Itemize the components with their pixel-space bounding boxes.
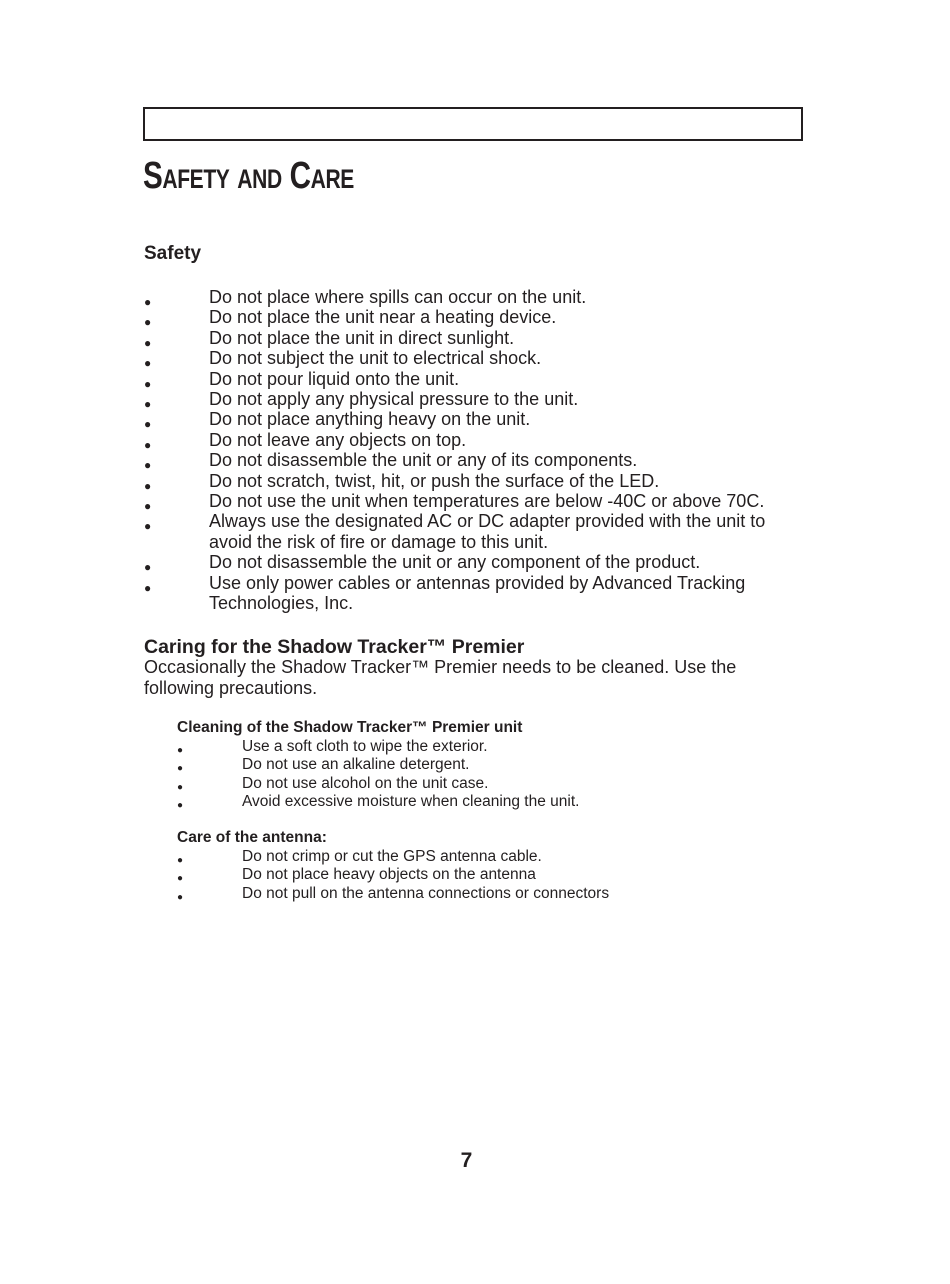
bullet-icon: ● xyxy=(144,356,152,371)
list-item-text: Use only power cables or antennas provided by Advanced Tracking Technologies, Inc. xyxy=(209,572,746,614)
list-item-text: Do not apply any physical pressure to the unit. xyxy=(209,389,579,410)
care-heading: Caring for the Shadow Tracker™ Premier xyxy=(144,636,525,658)
antenna-heading: Care of the antenna: xyxy=(177,829,327,846)
antenna-list xyxy=(177,848,777,903)
list-item-text: Always use the designated AC or DC adapter provided with the unit to avoid the risk of fire or damage to this unit. xyxy=(209,511,766,552)
bullet-icon: ● xyxy=(177,781,184,793)
list-item-text: Do not use an alkaline detergent. xyxy=(242,756,470,774)
list-item-text: Do not place anything heavy on the unit. xyxy=(209,409,531,430)
list-item xyxy=(144,491,804,514)
list-item xyxy=(144,511,804,552)
bullet-icon: ● xyxy=(144,417,152,432)
bullet-icon: ● xyxy=(144,580,152,595)
bullet-icon: ● xyxy=(144,315,152,330)
list-item-text: Do not disassemble the unit or any of its components. xyxy=(209,450,638,471)
bullet-icon: ● xyxy=(144,499,152,514)
list-item xyxy=(177,866,777,884)
list-item-text: Do not pull on the antenna connections or connectors xyxy=(242,884,610,902)
list-item-text: Do not subject the unit to electrical shock. xyxy=(209,348,542,369)
bullet-icon: ● xyxy=(177,873,184,885)
list-item-text: Do not pour liquid onto the unit. xyxy=(209,368,460,389)
list-item-text: Avoid excessive moisture when cleaning the unit. xyxy=(242,792,580,810)
list-item xyxy=(144,307,804,330)
list-item xyxy=(144,287,804,307)
list-item xyxy=(144,573,804,614)
list-item xyxy=(177,775,777,793)
list-item-text: Do not use alcohol on the unit case. xyxy=(242,774,489,792)
list-item-text: Do not disassemble the unit or any component of the product. xyxy=(209,552,701,573)
list-item xyxy=(144,348,804,371)
bullet-icon: ● xyxy=(177,891,184,903)
list-item xyxy=(144,389,804,412)
cleaning-heading: Cleaning of the Shadow Tracker™ Premier unit xyxy=(177,719,523,736)
list-item xyxy=(144,430,804,450)
bullet-icon: ● xyxy=(144,397,152,412)
bullet-icon: ● xyxy=(144,295,152,309)
list-item xyxy=(144,328,804,348)
list-item xyxy=(177,756,777,774)
list-item-text: Do not place the unit near a heating device. xyxy=(209,307,557,328)
cleaning-list xyxy=(177,738,777,811)
list-item-text: Do not place heavy objects on the antenna xyxy=(242,866,536,884)
bullet-icon: ● xyxy=(144,458,152,473)
list-item xyxy=(144,409,804,432)
page-title: Safety and Care xyxy=(143,155,354,197)
list-item-text: Do not place where spills can occur on the unit. xyxy=(209,287,587,307)
care-intro: Occasionally the Shadow Tracker™ Premier needs to be cleaned. Use the following precautions. xyxy=(144,657,737,698)
list-item xyxy=(144,471,804,491)
list-item-text: Do not leave any objects on top. xyxy=(209,429,467,450)
list-item xyxy=(177,793,777,811)
bullet-icon: ● xyxy=(177,855,184,866)
list-item-text: Do not crimp or cut the GPS antenna cable. xyxy=(242,848,542,865)
list-item-text: Do not place the unit in direct sunlight. xyxy=(209,327,515,348)
bullet-icon: ● xyxy=(144,519,152,534)
list-item xyxy=(144,450,804,473)
list-item xyxy=(144,369,804,389)
list-item-text: Use a soft cloth to wipe the exterior. xyxy=(242,738,488,755)
safety-list xyxy=(144,287,804,614)
page-number: 7 xyxy=(460,1149,473,1172)
bullet-icon: ● xyxy=(177,763,184,775)
list-item-text: Do not scratch, twist, hit, or push the surface of the LED. xyxy=(209,470,660,491)
list-item xyxy=(177,848,777,866)
bullet-icon: ● xyxy=(144,437,152,452)
list-item xyxy=(177,738,777,756)
header-box xyxy=(143,107,803,141)
list-item xyxy=(177,885,777,903)
bullet-icon: ● xyxy=(177,799,184,811)
safety-heading: Safety xyxy=(144,243,202,264)
list-item xyxy=(144,552,804,575)
bullet-icon: ● xyxy=(144,335,152,350)
bullet-icon: ● xyxy=(144,560,152,575)
list-item-text: Do not use the unit when temperatures are below -40C or above 70C. xyxy=(209,491,765,512)
bullet-icon: ● xyxy=(177,745,184,756)
bullet-icon: ● xyxy=(144,478,152,493)
bullet-icon: ● xyxy=(144,376,152,391)
